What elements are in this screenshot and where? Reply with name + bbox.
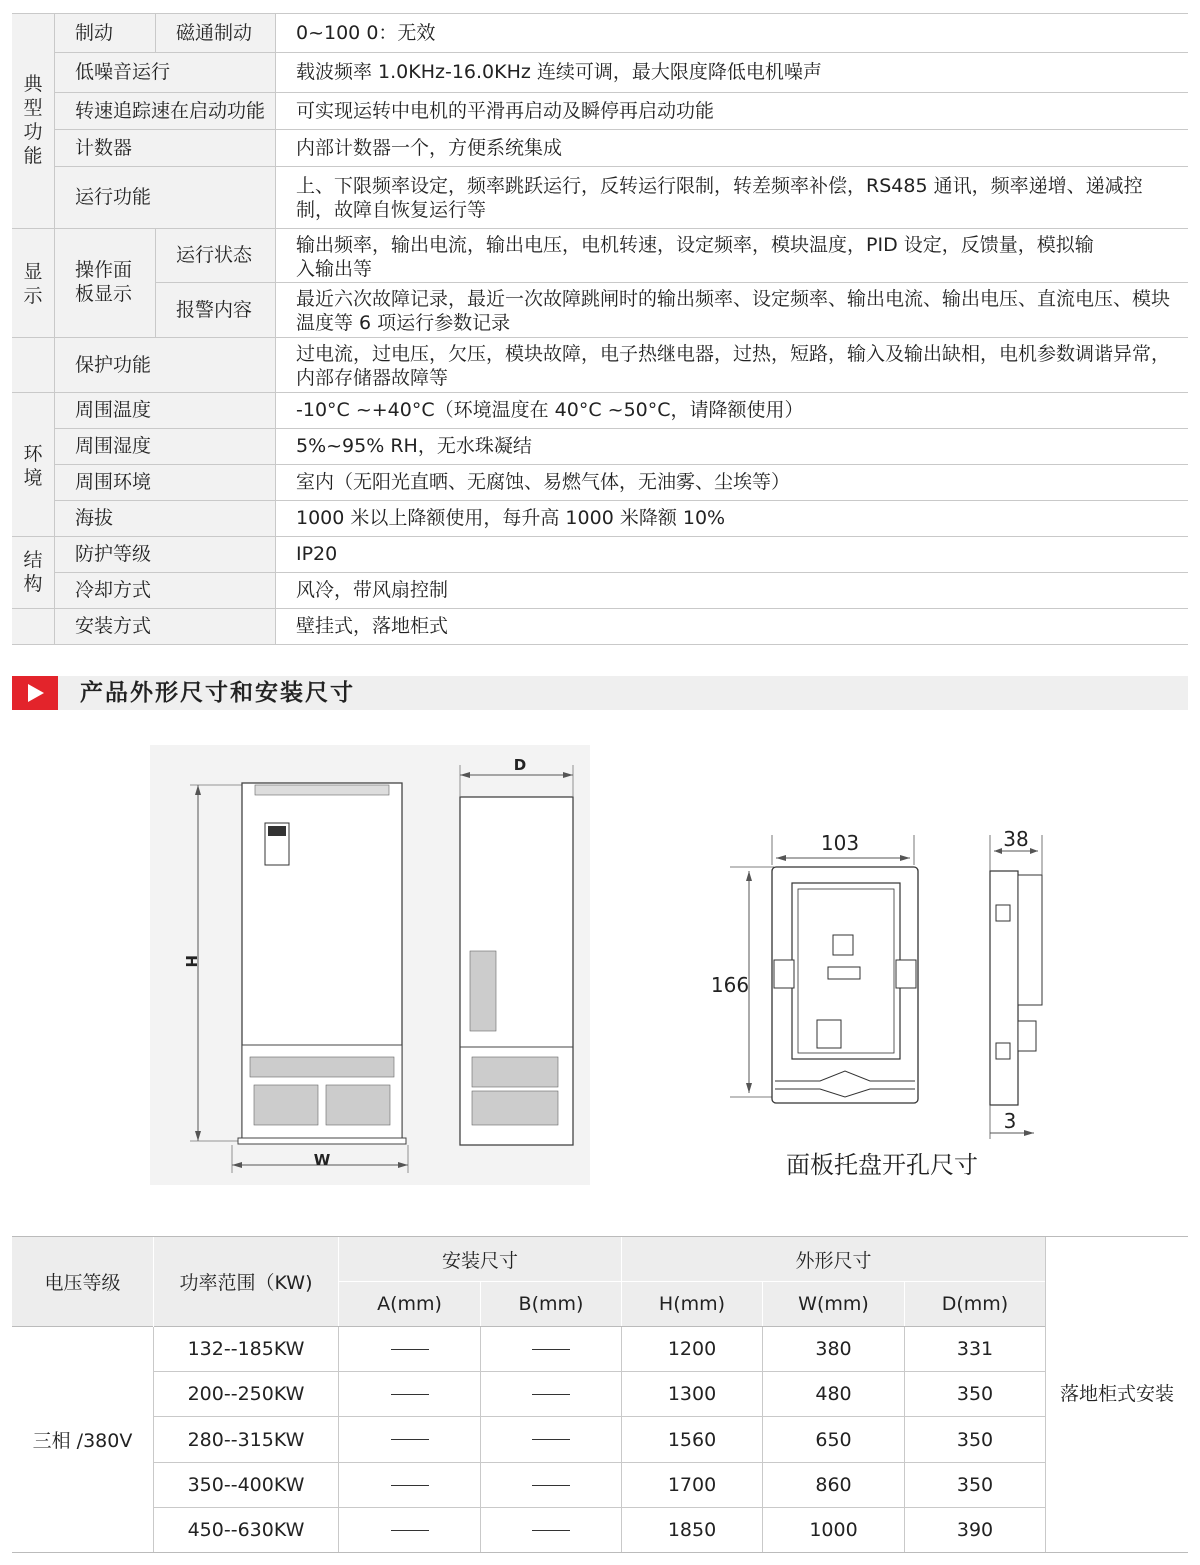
header-install: 安装尺寸: [339, 1237, 621, 1281]
H-cell: 1700: [667, 1474, 717, 1496]
spec-desc: 最近六次故障记录，最近一次故障跳闸时的输出频率、设定频率、输出电流、输出电压、直流电压、模块温度等 6 项运行参数记录: [296, 288, 1171, 334]
panel-depth-label: 38: [1003, 827, 1029, 851]
spec-desc: 输出频率，输出电流，输出电压，电机转速，设定频率，模块温度，PID 设定，反馈量，模拟输入输出等: [296, 234, 1094, 280]
header-voltage: 电压等级: [12, 1237, 153, 1326]
header-A: A(mm): [339, 1282, 480, 1326]
spec-desc: 上、下限频率设定，频率跳跃运行，反转运行限制，转差频率补偿，RS485 通讯，频率递增、递减控制，故障自恢复运行等: [296, 175, 1143, 221]
category-structure: 结 构: [23, 549, 43, 595]
spec-desc: 5%~95% RH，无水珠凝结: [296, 435, 532, 457]
spec-desc: 内部计数器一个，方便系统集成: [296, 137, 563, 159]
category-display: 显 示: [23, 261, 43, 307]
spec-desc: 壁挂式，落地柜式: [296, 615, 449, 637]
dash-A: [339, 1508, 480, 1552]
dim-H-label: H: [182, 955, 200, 968]
spec-item: 安装方式: [75, 615, 152, 637]
spec-item: 运行功能: [75, 186, 152, 208]
spec-desc: 载波频率 1.0KHz-16.0KHz 连续可调，最大限度降低电机噪声: [296, 61, 822, 83]
dash-A: [339, 1463, 480, 1507]
spec-item: 计数器: [75, 137, 133, 159]
category-typical-functions: 典 型 功 能: [23, 73, 43, 167]
voltage-cell: 三相 /380V: [32, 1430, 133, 1452]
header-outline: 外形尺寸: [622, 1237, 1045, 1281]
spec-desc: 0~100 0：无效: [296, 22, 436, 44]
spec-subitem: 报警内容: [176, 299, 253, 321]
spec-item: 防护等级: [75, 543, 152, 565]
spec-desc: -10°C ~+40°C（环境温度在 40°C ~50°C，请降额使用）: [296, 399, 804, 421]
panel-height-label: 166: [710, 973, 750, 997]
H-cell: 1200: [667, 1338, 717, 1360]
header-W: W(mm): [763, 1282, 904, 1326]
D-cell: 390: [956, 1519, 994, 1541]
dim-D-label: D: [513, 756, 527, 774]
dim-W-label: W: [313, 1151, 331, 1169]
D-cell: 350: [956, 1474, 994, 1496]
header-D: D(mm): [905, 1282, 1045, 1326]
dash-B: [481, 1327, 621, 1371]
panel-tray-drawing: [700, 825, 1060, 1185]
spec-item: 海拔: [75, 507, 114, 529]
spec-item: 保护功能: [75, 354, 152, 376]
spec-item: 低噪音运行: [75, 61, 171, 83]
power-cell: 200--250KW: [187, 1383, 305, 1405]
D-cell: 331: [956, 1338, 994, 1360]
dash-A: [339, 1327, 480, 1371]
panel-gap-label: 3: [1003, 1109, 1017, 1133]
W-cell: 860: [815, 1474, 852, 1496]
D-cell: 350: [956, 1383, 994, 1405]
header-B: B(mm): [481, 1282, 621, 1326]
H-cell: 1850: [667, 1519, 717, 1541]
D-cell: 350: [956, 1428, 994, 1451]
mounting-cell: 落地柜式安装: [1059, 1382, 1174, 1405]
spec-subitem: 运行状态: [176, 244, 253, 266]
W-cell: 1000: [809, 1519, 858, 1541]
dash-B: [481, 1463, 621, 1507]
dash-A: [339, 1417, 480, 1462]
dash-B: [481, 1372, 621, 1416]
header-power: 功率范围（KW): [154, 1237, 338, 1326]
W-cell: 380: [815, 1338, 852, 1360]
spec-desc: 1000 米以上降额使用，每升高 1000 米降额 10%: [296, 507, 726, 529]
header-H: H(mm): [622, 1282, 762, 1326]
power-cell: 450--630KW: [187, 1519, 305, 1541]
spec-item: 转速追踪速在启动功能: [75, 100, 266, 122]
section-title: 产品外形尺寸和安装尺寸: [80, 680, 355, 706]
H-cell: 1560: [667, 1428, 717, 1451]
power-cell: 132--185KW: [187, 1338, 305, 1360]
spec-item: 周围湿度: [75, 435, 152, 457]
spec-desc: 过电流，过电压，欠压，模块故障，电子热继电器，过热，短路，输入及输出缺相，电机参数调谐异常，内部存储器故障等: [296, 343, 1171, 389]
dash-B: [481, 1508, 621, 1552]
W-cell: 480: [815, 1383, 852, 1405]
dash-B: [481, 1417, 621, 1462]
dash-A: [339, 1372, 480, 1416]
spec-item: 操作面板显示: [75, 259, 133, 305]
play-arrow-icon: [12, 676, 58, 710]
panel-caption: 面板托盘开孔尺寸: [786, 1151, 978, 1179]
spec-item: 周围温度: [75, 399, 152, 421]
spec-item: 制动: [75, 22, 114, 44]
cabinet-front-side-drawing: [150, 745, 590, 1185]
H-cell: 1300: [667, 1383, 717, 1405]
spec-desc: IP20: [296, 543, 338, 565]
spec-subitem: 磁通制动: [176, 22, 253, 44]
spec-item: 冷却方式: [75, 579, 152, 601]
power-cell: 350--400KW: [187, 1474, 305, 1496]
power-cell: 280--315KW: [187, 1428, 305, 1451]
spec-item: 周围环境: [75, 471, 152, 493]
panel-width-label: 103: [820, 831, 860, 855]
spec-desc: 室内（无阳光直晒、无腐蚀、易燃气体，无油雾、尘埃等）: [296, 471, 791, 493]
spec-desc: 可实现运转中电机的平滑再启动及瞬停再启动功能: [296, 100, 715, 122]
W-cell: 650: [815, 1428, 852, 1451]
spec-desc: 风冷，带风扇控制: [296, 579, 449, 601]
category-environment: 环 境: [23, 443, 43, 489]
